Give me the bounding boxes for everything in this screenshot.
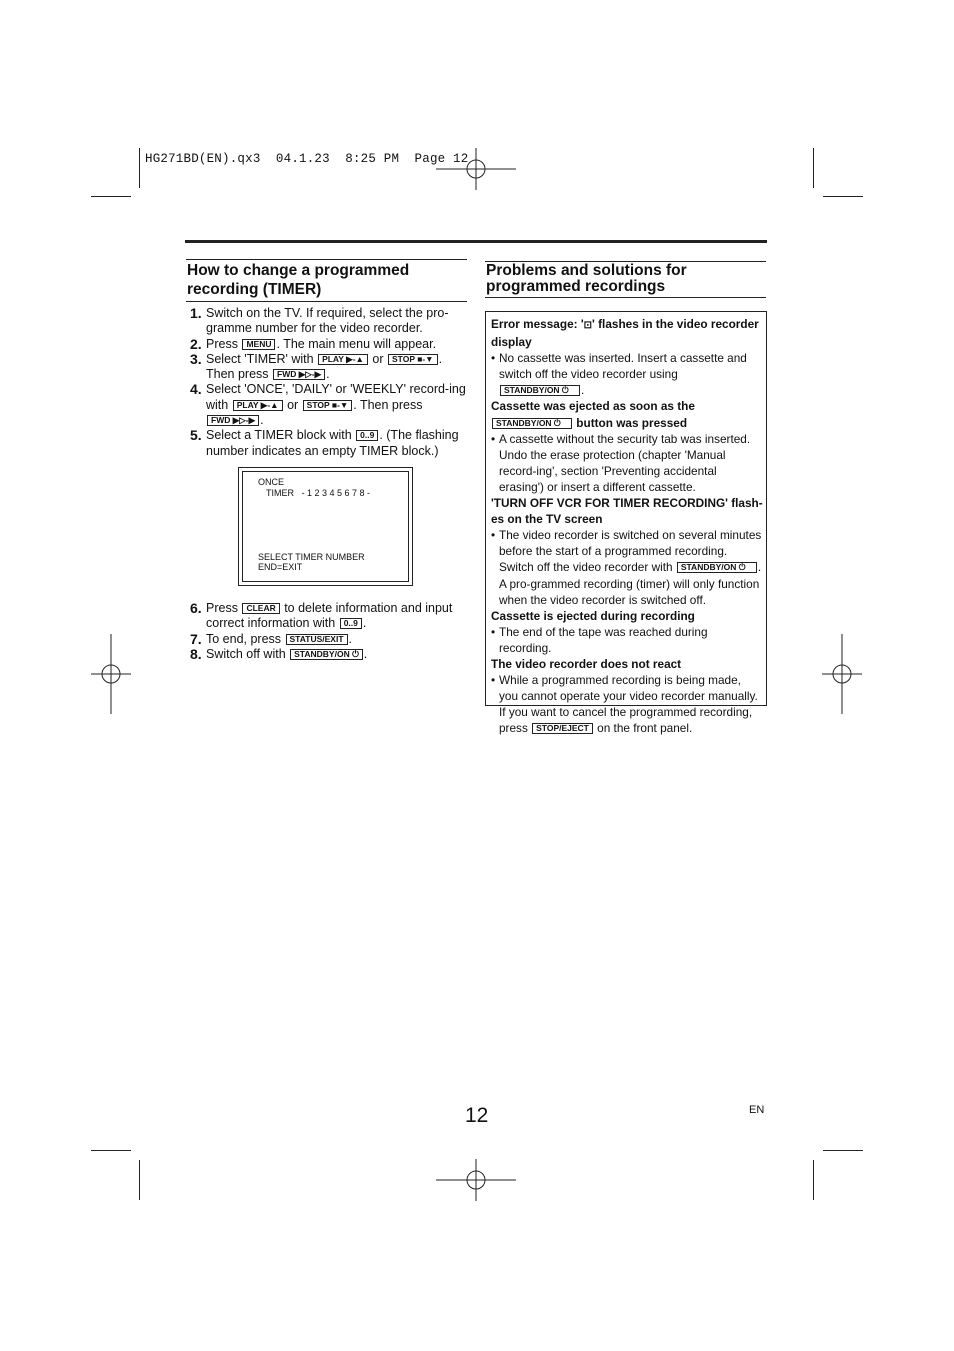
status-exit-key-icon: STATUS/EXIT bbox=[286, 634, 348, 645]
section-title-timer: How to change a programmed recording (TIMER) bbox=[186, 259, 467, 302]
play-key-icon: PLAY ▶-▲ bbox=[318, 354, 368, 365]
problem-heading: The video recorder does not react bbox=[491, 656, 682, 671]
step-5: 5. Select a TIMER block with 0..9 . (The flashing number indicates an empty TIMER block.) bbox=[190, 427, 459, 458]
problem-heading: Cassette was ejected as soon as the STANDBY/ON ⏻ button was pressed bbox=[491, 399, 695, 430]
solution-item: • While a programmed recording is being made, you cannot operate your video recorder manually. If you want to cancel the programmed recording, press STOP/EJECT on the front panel. bbox=[491, 673, 758, 736]
stop-key-icon: STOP ■-▼ bbox=[303, 400, 353, 411]
screen-line-select: SELECT TIMER NUMBER bbox=[258, 552, 365, 562]
step-7: 7. To end, press STATUS/EXIT . bbox=[190, 630, 352, 647]
problem-heading: 'TURN OFF VCR FOR TIMER RECORDING' flash-es on the TV screen bbox=[491, 496, 763, 527]
step-8: 8. Switch off with STANDBY/ON ⏻ . bbox=[190, 645, 368, 662]
solution-item: • The end of the tape was reached during recording. bbox=[491, 624, 708, 655]
crop-mark bbox=[813, 1160, 814, 1200]
crop-mark bbox=[91, 196, 131, 197]
step-2: 2. Press MENU . The main menu will appear. bbox=[190, 335, 437, 352]
standby-key-icon: STANDBY/ON ⏻ bbox=[492, 418, 572, 429]
digit-key-icon: 0..9 bbox=[340, 618, 362, 629]
solution-item: • No cassette was inserted. Insert a cassette and switch off the video recorder using STANDBY/ON ⏻ . bbox=[491, 351, 747, 398]
fwd-key-icon: FWD ▶▷-▶ bbox=[207, 415, 259, 426]
registration-mark-bottom bbox=[436, 1159, 516, 1201]
crop-mark bbox=[139, 1160, 140, 1200]
step-1: 1. Switch on the TV. If required, select the pro-gramme number for the video recorder. bbox=[190, 305, 449, 336]
fwd-key-icon: FWD ▶▷-▶ bbox=[273, 369, 325, 380]
solution-item: • A cassette without the security tab was inserted. Undo the erase protection (chapter 'Manual record-ing', section 'Preventing accidental erasing') or insert a different cassette. bbox=[491, 431, 751, 494]
language-tag: EN bbox=[749, 1104, 765, 1116]
stop-key-icon: STOP ■-▼ bbox=[388, 354, 438, 365]
crop-mark bbox=[823, 1150, 863, 1151]
step-6: 6. Press CLEAR to delete information and input correct information with 0..9 . bbox=[190, 599, 453, 631]
problem-heading: Cassette is ejected during recording bbox=[491, 608, 695, 623]
top-rule bbox=[185, 240, 767, 243]
screen-line-timer: TIMER - 1 2 3 4 5 6 7 8 - bbox=[266, 488, 371, 498]
section-title-problems: Problems and solutions for programmed recordings bbox=[485, 261, 766, 298]
page-number: 12 bbox=[465, 1104, 489, 1127]
screen-line-once: ONCE bbox=[258, 477, 285, 487]
cassette-icon: ⊡ bbox=[583, 320, 593, 331]
crop-mark bbox=[813, 148, 814, 188]
clear-key-icon: CLEAR bbox=[242, 603, 279, 614]
registration-mark-right bbox=[822, 634, 862, 714]
digit-key-icon: 0..9 bbox=[356, 430, 378, 441]
troubleshooting-box bbox=[485, 311, 767, 736]
standby-key-icon: STANDBY/ON ⏻ bbox=[500, 385, 580, 396]
screen-line-end: END=EXIT bbox=[258, 562, 303, 572]
play-key-icon: PLAY ▶-▲ bbox=[233, 400, 283, 411]
step-4: 4. Select 'ONCE', 'DAILY' or 'WEEKLY' record-ing with PLAY ▶-▲ or STOP ■-▼ . Then press FWD ▶▷-▶ . bbox=[190, 381, 466, 428]
stop-eject-key-icon: STOP/EJECT bbox=[532, 723, 593, 734]
standby-key-icon: STANDBY/ON ⏻ bbox=[677, 562, 757, 573]
tv-screen-diagram bbox=[238, 467, 413, 586]
problem-heading: Error message: '⊡' flashes in the video recorder display bbox=[491, 317, 759, 350]
standby-key-icon: STANDBY/ON ⏻ bbox=[290, 649, 363, 660]
step-3: 3. Select 'TIMER' with PLAY ▶-▲ or STOP ■-▼ . Then press FWD ▶▷-▶ . bbox=[190, 350, 443, 382]
menu-key-icon: MENU bbox=[242, 339, 275, 350]
crop-mark bbox=[139, 148, 140, 188]
crop-mark bbox=[823, 196, 863, 197]
registration-mark-left bbox=[91, 634, 131, 714]
file-header: HG271BD(EN).qx3 04.1.23 8:25 PM Page 12 bbox=[145, 152, 469, 166]
crop-mark bbox=[91, 1150, 131, 1151]
solution-item: • The video recorder is switched on several minutes before the start of a programmed recording. Switch off the video recorder with STANDBY/ON ⏻ . A pro-grammed recording (timer) will only function when the video recorder is switched off. bbox=[491, 528, 762, 607]
